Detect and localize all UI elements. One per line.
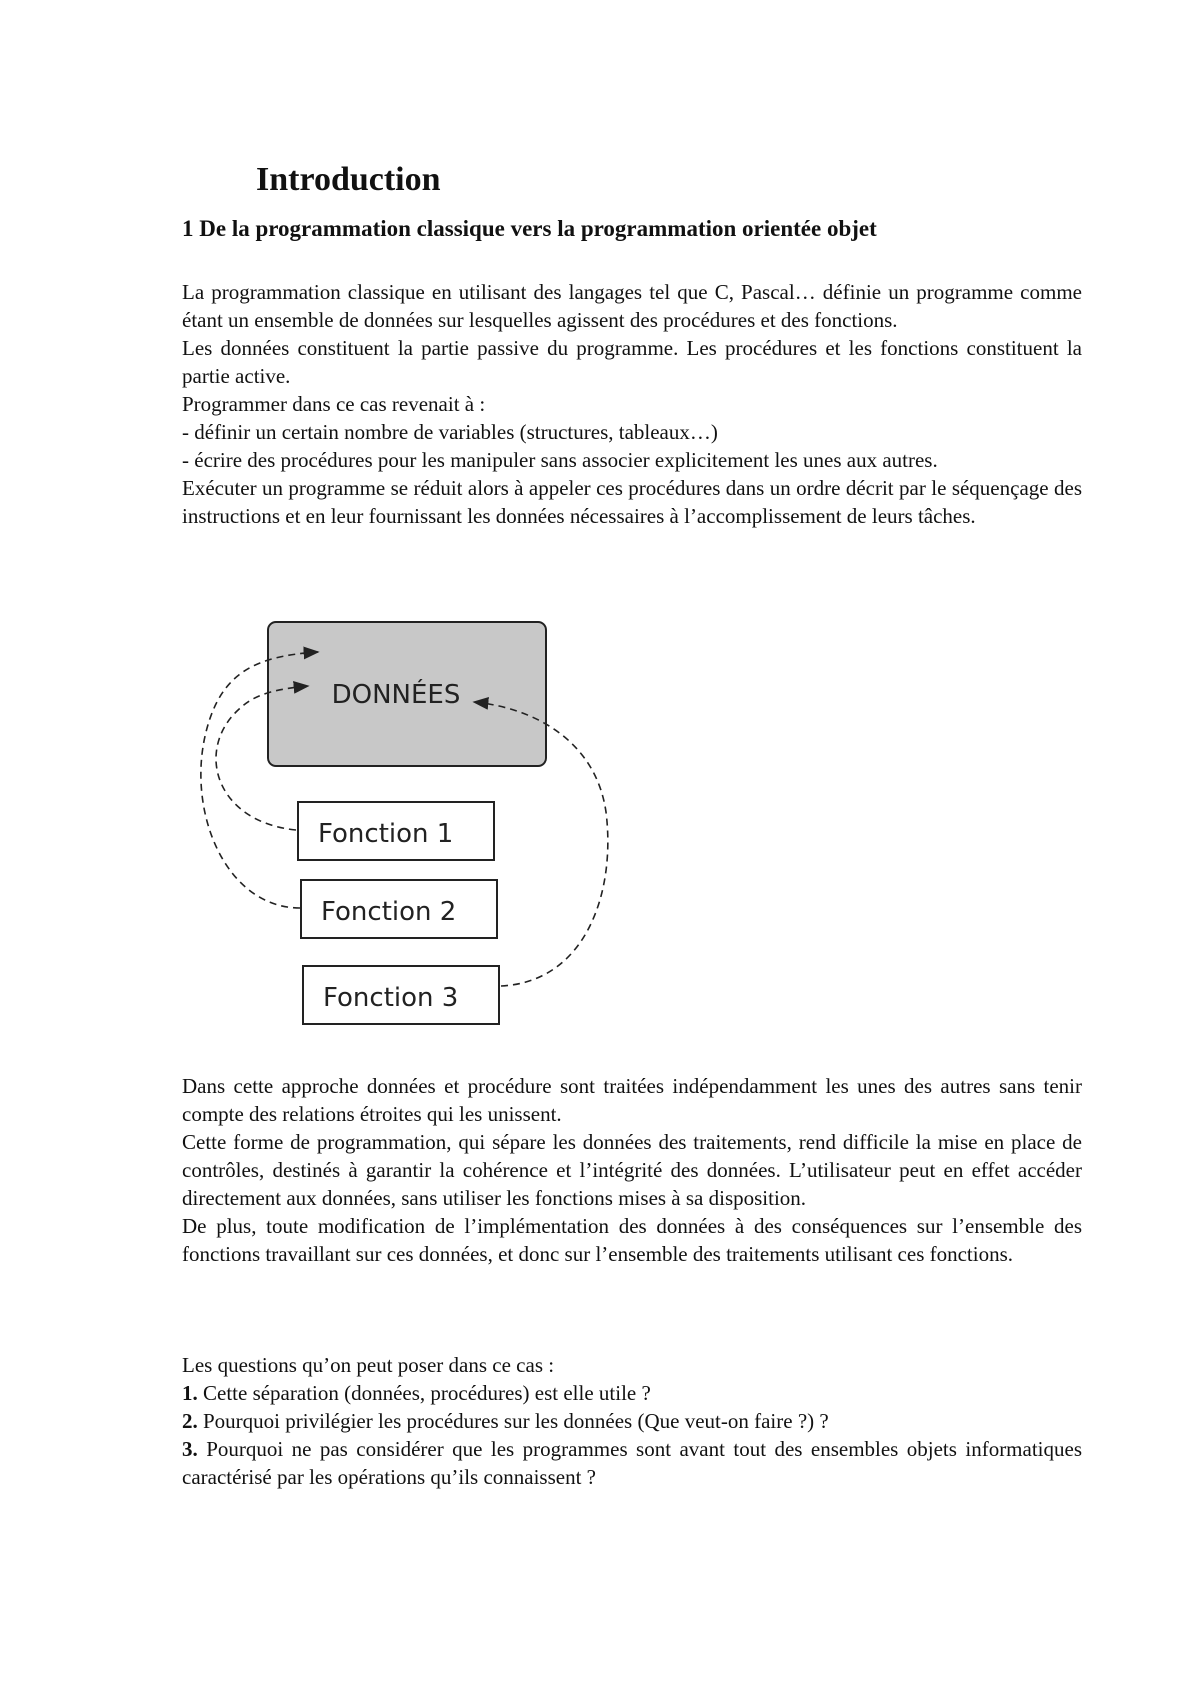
list-item: - écrire des procédures pour les manipuler sans associer explicitement les unes aux autres. [182,448,938,472]
approach-text [182,1072,1082,1268]
paragraph: Dans cette approche données et procédure sont traitées indépendamment les unes des autres sans tenir compte des relations étroites qui les unissent. [182,1074,1082,1126]
section-heading: 1 De la programmation classique vers la programmation orientée objet [182,216,877,241]
function-label-2: Fonction 2 [321,897,457,927]
data-box-label: DONNÉES [331,680,461,710]
question-number: 2. [182,1409,198,1433]
paragraph: Programmer dans ce cas revenait à : [182,392,486,416]
question-number: 3. [182,1437,198,1461]
questions-intro: Les questions qu’on peut poser dans ce cas : [182,1353,555,1377]
question-text: Pourquoi ne pas considérer que les programmes sont avant tout des ensembles objets informatiques caractérisé par les opérations qu’ils connaissent ? [182,1437,1083,1489]
function-label-1: Fonction 1 [318,819,454,849]
intro-text [182,278,1082,530]
paragraph: Cette forme de programmation, qui sépare les données des traitements, rend difficile la mise en place de contrôles, destinés à garantir la cohérence et l’intégrité des données. L’utilisateur peut en effet accéder directement aux données, sans utiliser les fonctions mises à sa disposition. [182,1130,1082,1210]
question-text: Pourquoi privilégier les procédures sur les données (Que veut-on faire ?) ? [203,1409,829,1433]
list-item: - définir un certain nombre de variables (structures, tableaux…) [182,420,718,444]
paragraph: Les données constituent la partie passive du programme. Les procédures et les fonctions constituent la partie active. [182,336,1082,388]
question-item [182,1379,1082,1407]
paragraph: Exécuter un programme se réduit alors à appeler ces procédures dans un ordre décrit par le séquençage des instructions et en leur fournissant les données nécessaires à l’accomplissement de leurs tâches. [182,476,1082,528]
paragraph: De plus, toute modification de l’implémentation des données à des conséquences sur l’ensemble des fonctions travaillant sur ces données, et donc sur l’ensemble des traitements utilisant ces fonctions. [182,1214,1082,1266]
question-text: Cette séparation (données, procédures) est elle utile ? [203,1381,651,1405]
questions-section [182,1351,1082,1491]
question-item [182,1435,1082,1491]
data-functions-diagram [196,612,636,1040]
question-number: 1. [182,1381,198,1405]
question-item [182,1407,1082,1435]
page-title: Introduction [256,161,441,198]
function-label-3: Fonction 3 [323,983,459,1013]
paragraph: La programmation classique en utilisant des langages tel que C, Pascal… définie un programme comme étant un ensemble de données sur lesquelles agissent des procédures et des fonctions. [182,280,1082,332]
